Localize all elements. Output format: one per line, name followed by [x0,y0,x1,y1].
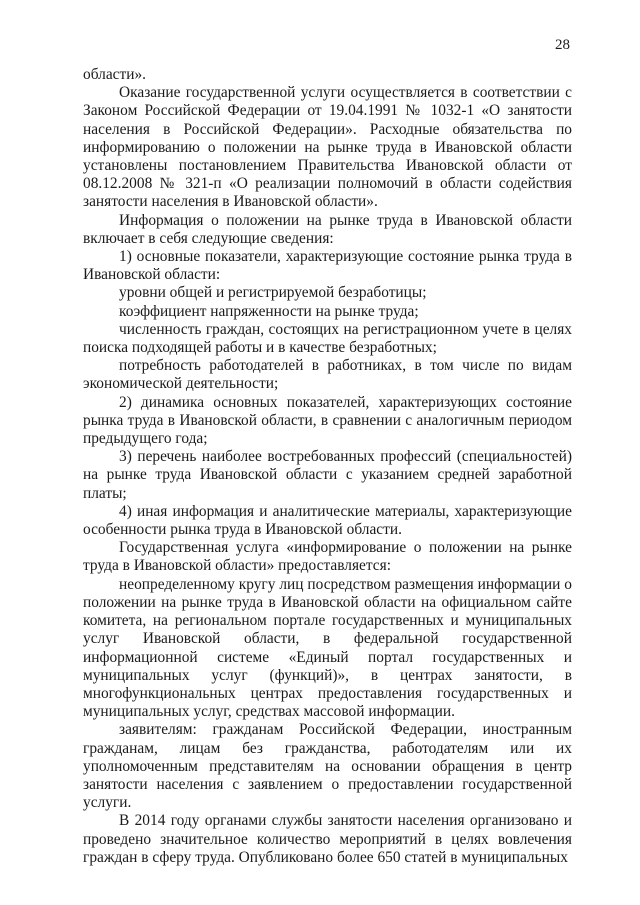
paragraph: Оказание государственной услуги осуществляется в соответствии с Законом Российской Федерации от 19.04.1991 № 1032-1 «О занятости населения в Российской Федерации». Расходные обязательства по информированию о положении на рынке труда в Ивановской области установлены постановлением Правительства Ивановской области от 08.12.2008 № 321-п «О реализации полномочий в области содействия занятости населения в Ивановской области». [83,84,572,211]
list-subitem: численность граждан, состоящих на регистрационном учете в целях поиска подходящей работы и в качестве безработных; [83,320,572,357]
list-item: 3) перечень наиболее востребованных профессий (специальностей) на рынке труда Ивановской области с указанием средней заработной платы; [83,448,572,502]
paragraph: В 2014 году органами службы занятости населения организовано и проведено значительное количество мероприятий в целях вовлечения граждан в сферу труда. Опубликовано более 650 статей в муниципальных [83,812,572,866]
recipient-paragraph: неопределенному кругу лиц посредством размещения информации о положении на рынке труда в Ивановской области на официальном сайте комитета, на региональном портале государственных и муниципальных услуг Ивановской области, в федеральной государственной информационной системе «Единый портал государственных и муниципальных услуг (функций)», в центрах занятости, в многофункциональных центрах предоставления государственных и муниципальных услуг, средствах массовой информации. [83,575,572,721]
document-body [83,66,572,867]
paragraph: Государственная услуга «информирование о положении на рынке труда в Ивановской области» предоставляется: [83,539,572,575]
page-number: 28 [555,37,570,53]
paragraph: Информация о положении на рынке труда в Ивановской области включает в себя следующие сведения: [83,211,572,247]
list-item: 1) основные показатели, характеризующие состояние рынка труда в Ивановской области: [83,248,572,284]
recipient-paragraph: заявителям: гражданам Российской Федерации, иностранным гражданам, лицам без гражданства, работодателям или их уполномоченным представителям на основании обращения в центр занятости населения с заявлением о предоставлении государственной услуги. [83,721,572,812]
list-subitem: уровни общей и регистрируемой безработицы; [119,284,427,302]
list-item: 4) иная информация и аналитические материалы, характеризующие особенности рынка труда в Ивановской области. [83,502,572,539]
list-subitem: потребность работодателей в работниках, в том числе по видам экономической деятельности; [83,357,572,393]
list-subitem: коэффициент напряженности на рынке труда; [119,302,419,320]
list-item: 2) динамика основных показателей, характеризующих состояние рынка труда в Ивановской области, в сравнении с аналогичным периодом предыдущего года; [83,393,572,448]
paragraph: области». [83,66,146,83]
